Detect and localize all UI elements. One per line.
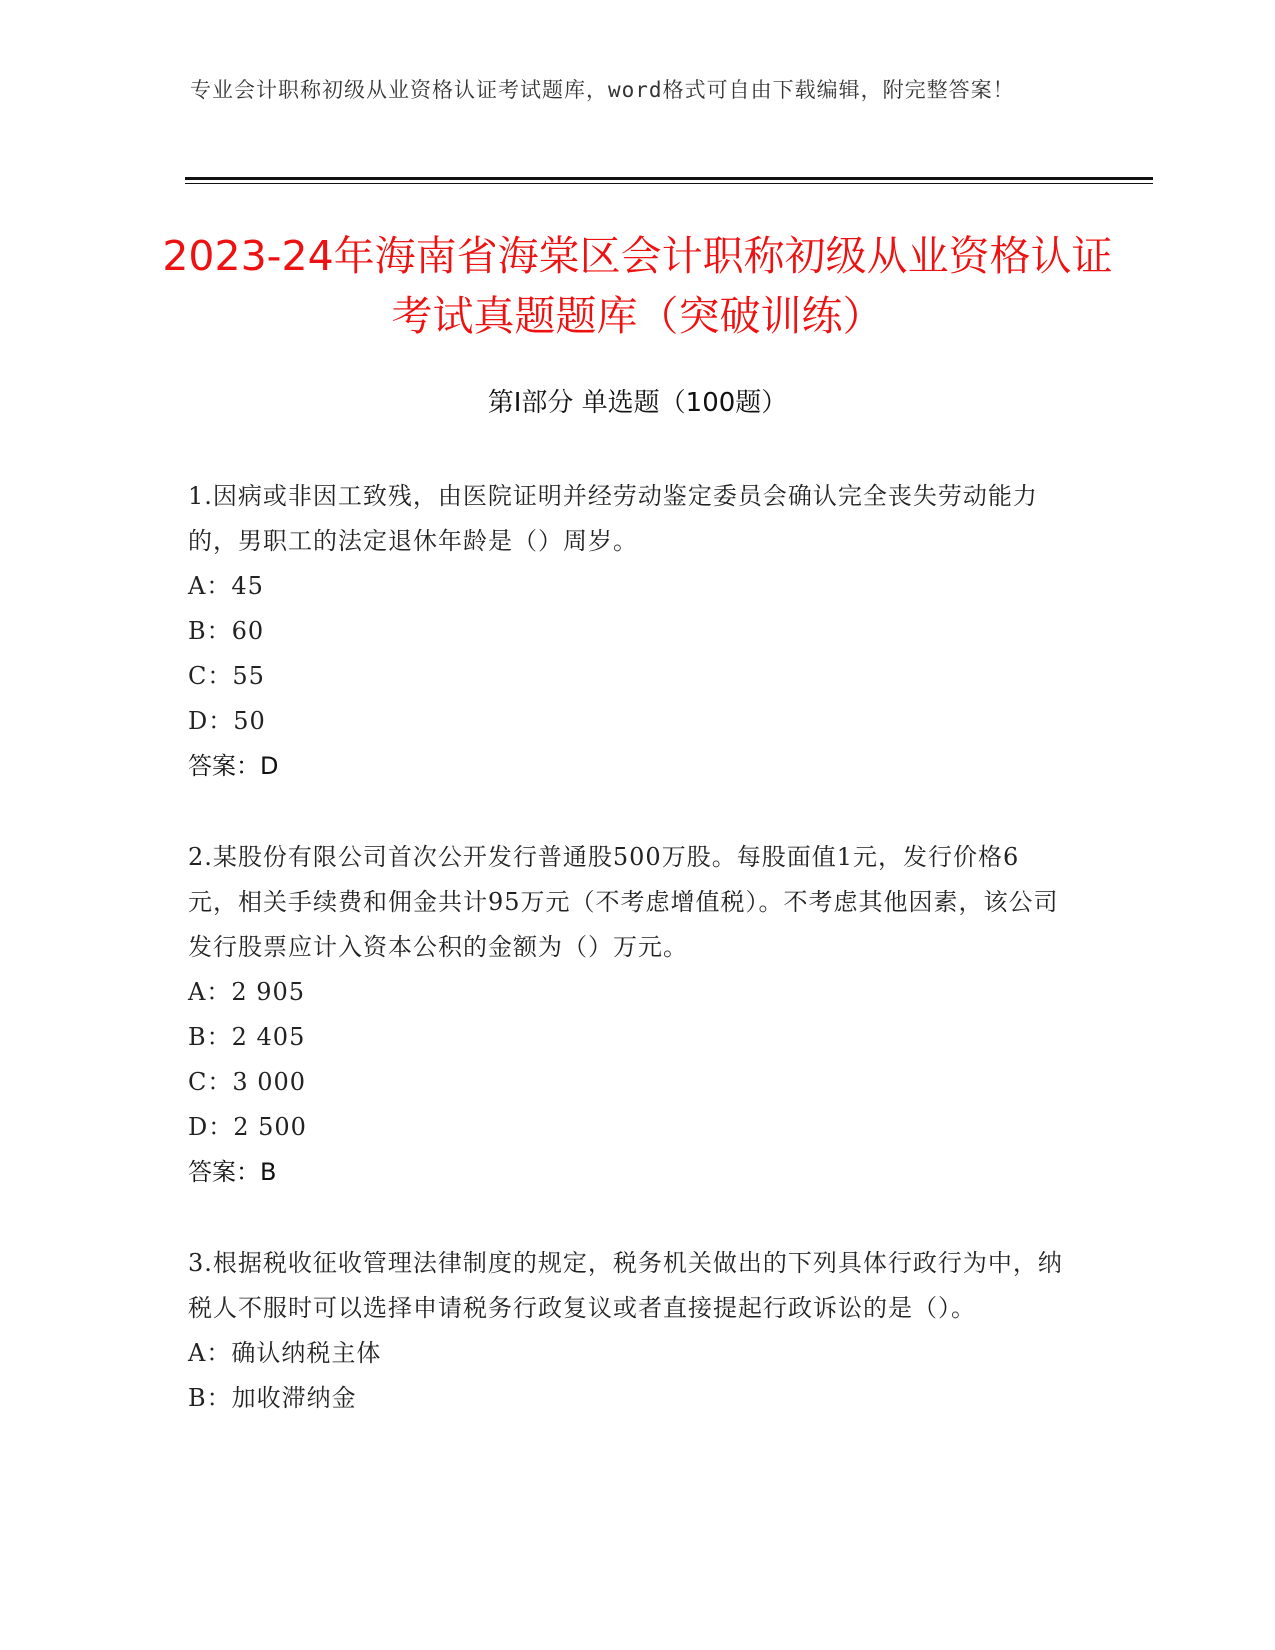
- option-b: B：60: [188, 617, 265, 645]
- option-c: C：3 000: [188, 1068, 307, 1096]
- header-divider-thick: [185, 177, 1153, 180]
- answer: 答案：B: [188, 1158, 277, 1186]
- option-c: C：55: [188, 662, 265, 690]
- document-title: 2023-24年海南省海棠区会计职称初级从业资格认证考试真题题库（突破训练）: [162, 232, 1113, 340]
- option-d: D：2 500: [188, 1113, 307, 1141]
- question-stem: 3.根据税收征收管理法律制度的规定，税务机关做出的下列具体行政行为中，纳税人不服时可以选择申请税务行政复议或者直接提起行政诉讼的是（）。: [188, 1249, 1063, 1322]
- option-a: A：45: [188, 572, 264, 600]
- answer: 答案：D: [188, 752, 279, 780]
- section-title: 第I部分 单选题（100题）: [487, 388, 788, 418]
- option-a: A：2 905: [188, 978, 306, 1006]
- option-b: B：加收滞纳金: [188, 1384, 357, 1412]
- question-stem: 1.因病或非因工致残，由医院证明并经劳动鉴定委员会确认完全丧失劳动能力的，男职工的法定退休年龄是（）周岁。: [188, 482, 1038, 555]
- option-b: B：2 405: [188, 1023, 306, 1051]
- option-a: A：确认纳税主体: [188, 1339, 382, 1367]
- question-1: [188, 474, 1068, 789]
- question-2: [188, 835, 1068, 1195]
- question-list: [188, 474, 1068, 1467]
- header-divider-thin: [185, 183, 1153, 184]
- question-3: [188, 1241, 1068, 1421]
- option-d: D：50: [188, 707, 266, 735]
- question-stem: 2.某股份有限公司首次公开发行普通股500万股。每股面值1元，发行价格6元，相关手续费和佣金共计95万元（不考虑增值税）。不考虑其他因素，该公司发行股票应计入资本公积的金额为（）万元。: [188, 843, 1059, 961]
- header-note: 专业会计职称初级从业资格认证考试题库，word格式可自由下载编辑，附完整答案！: [190, 78, 1015, 102]
